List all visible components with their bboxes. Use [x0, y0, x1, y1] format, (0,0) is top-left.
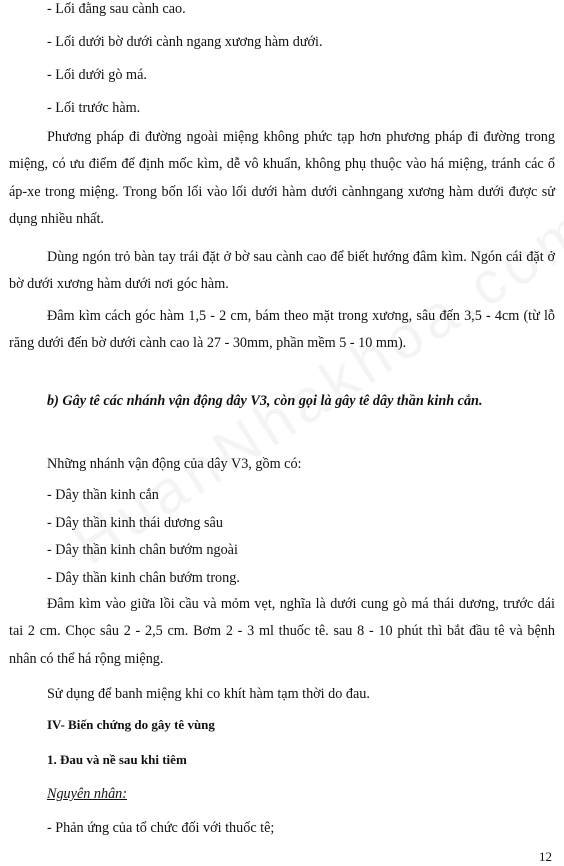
paragraph: Đâm kìm cách góc hàm 1,5 - 2 cm, bám theo mặt trong xương, sâu đến 3,5 - 4cm (từ lỗ răng dưới đến bờ dưới cành cao là 27 - 30mm, phần mềm 5 - 10 mm). — [9, 308, 555, 352]
subsection-heading: 1. Đau và nề sau khi tiêm — [47, 752, 187, 767]
section-heading: b) Gây tê các nhánh vận động dây V3, còn gọi là gây tê dây thần kinh cắn. — [47, 393, 483, 409]
list-item: - Dây thần kinh chân bướm ngoài — [47, 542, 238, 558]
list-item: - Lối trước hàm. — [47, 100, 141, 116]
list-item: - Phản ứng của tổ chức đối với thuốc tê; — [47, 820, 275, 836]
list-item: - Lối đằng sau cành cao. — [47, 1, 186, 17]
intro-text: Những nhánh vận động của dây V3, gồm có: — [47, 456, 302, 472]
paragraph: Phương pháp đi đường ngoài miệng không phức tạp hơn phương pháp đi đường trong miệng, có ưu điểm để định mốc kìm, dễ vô khuẩn, không phụ thuộc vào há miệng, tránh các ổ áp-xe trong miệng. Trong bốn lối vào lối dưới hàm dưới cànhngang xương hàm dưới được sử dụng nhiều nhất. — [9, 129, 555, 228]
list-item: - Dây thần kinh chân bướm trong. — [47, 570, 240, 586]
list-item: - Lối dưới gò má. — [47, 67, 147, 83]
page-number: 12 — [539, 849, 552, 864]
list-item: - Dây thần kinh thái dương sâu — [47, 515, 223, 531]
section-heading: IV- Biến chứng do gây tê vùng — [47, 717, 215, 732]
paragraph: Đâm kìm vào giữa lồi cầu và mỏm vẹt, nghĩa là dưới cung gò má thái dương, trước dái tai 2 cm. Chọc sâu 2 - 2,5 cm. Bơm 2 - 3 ml thuốc tê. sau 8 - 10 phút thì bắt đầu tê và bệnh nhân có thể há rộng miệng. — [9, 596, 555, 667]
paragraph: Dùng ngón trỏ bàn tay trái đặt ở bờ sau cành cao để biết hướng đâm kìm. Ngón cái đặt ở bờ dưới xương hàm dưới nơi góc hàm. — [9, 249, 555, 293]
paragraph: Sử dụng để banh miệng khi co khít hàm tạm thời do đau. — [47, 686, 370, 702]
list-item: - Dây thần kinh cắn — [47, 487, 159, 503]
list-item: - Lối dưới bờ dưới cành ngang xương hàm dưới. — [47, 34, 323, 50]
cause-label: Nguyên nhân: — [47, 786, 127, 802]
